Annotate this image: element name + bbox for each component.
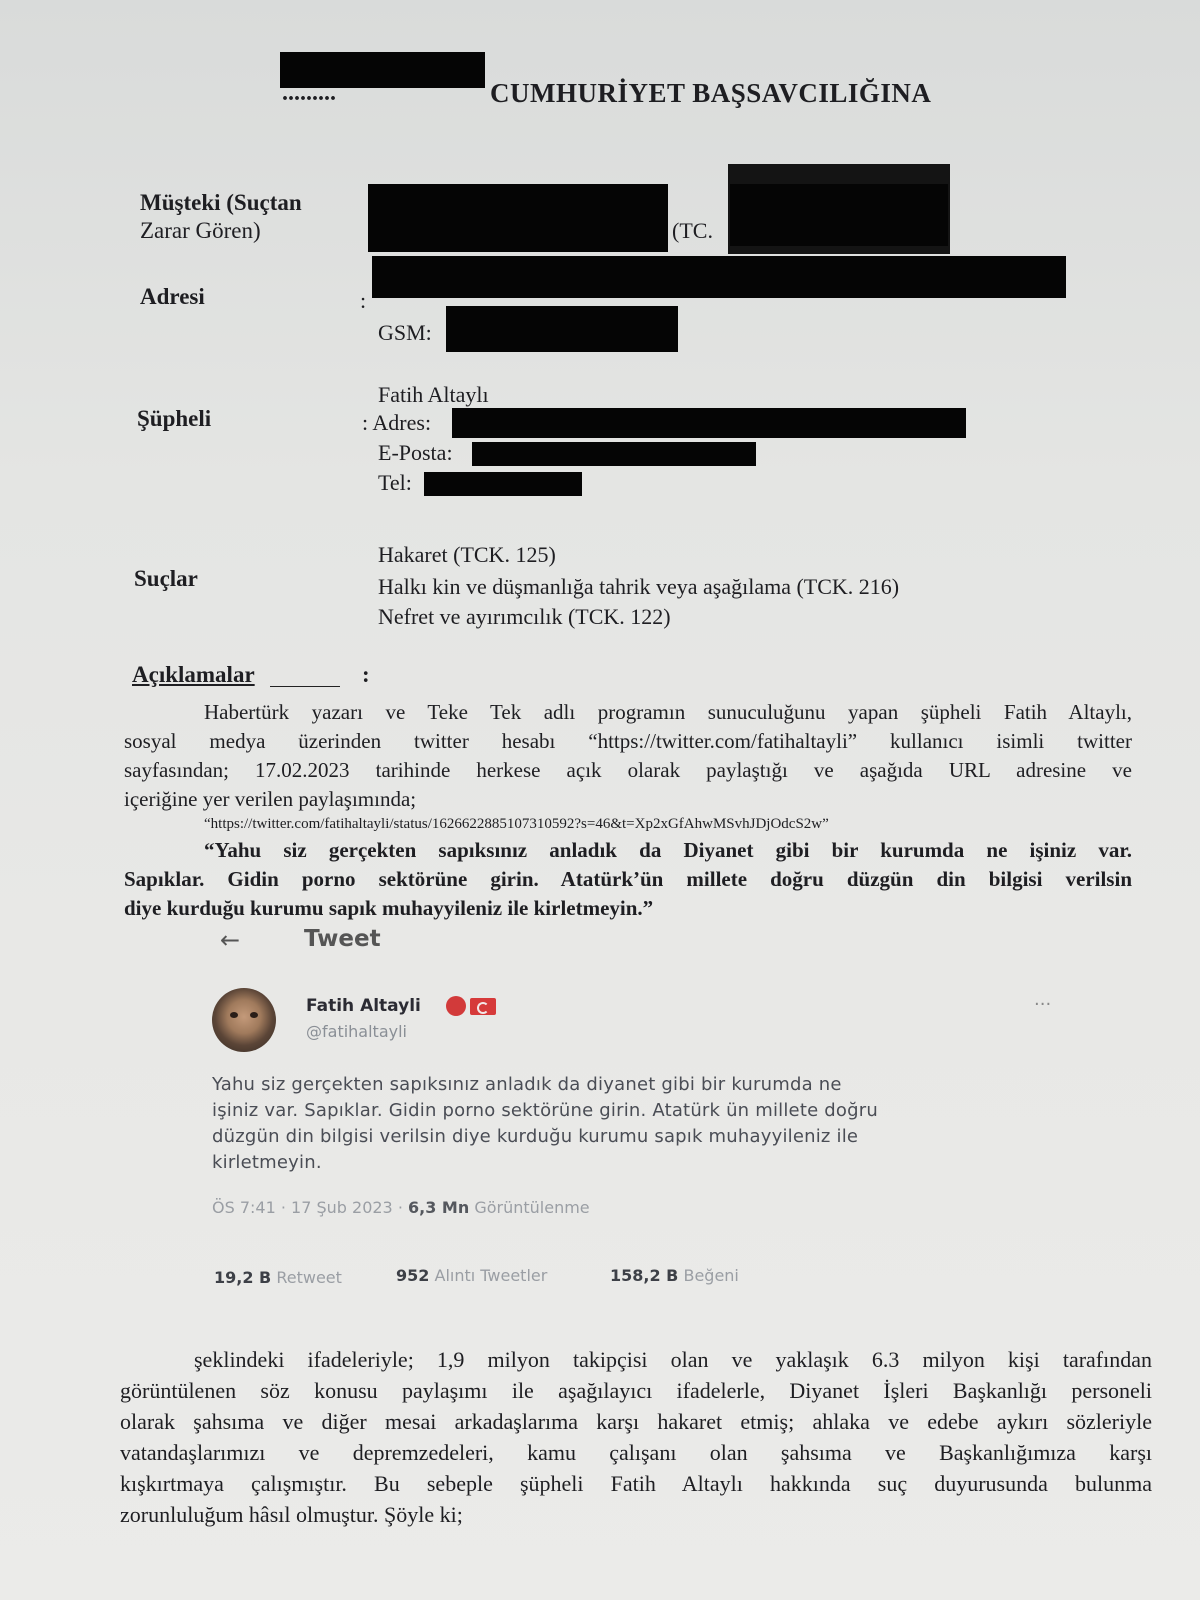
tweet-views-label: Görüntülenme <box>474 1198 590 1217</box>
suspect-label: Şüpheli <box>137 406 212 431</box>
redaction-block <box>446 306 678 352</box>
quote-line: “Yahu siz gerçekten sapıksınız anladık da Diyanet gibi bir kurumda ne işiniz var. <box>204 838 1132 862</box>
retweet-count: 19,2 B <box>214 1268 272 1287</box>
tweet-text-line: işiniz var. Sapıklar. Gidin porno sektörüne girin. Atatürk ün millete doğru <box>212 1100 878 1121</box>
redaction-block <box>372 256 1066 298</box>
address-label: Adresi <box>140 284 205 309</box>
intro-line: sosyal medya üzerinden twitter hesabı “https://twitter.com/fatihaltayli” kullanıcı isimli twitter <box>124 729 1132 753</box>
intro-paragraph <box>124 698 1132 814</box>
retweet-label: Retweet <box>276 1268 342 1287</box>
tweet-header: Tweet <box>304 926 381 952</box>
redaction-block <box>730 184 948 246</box>
quote-tweet-stat <box>396 1266 547 1285</box>
document-title: CUMHURİYET BAŞSAVCILIĞINA <box>490 78 932 108</box>
closing-line: kışkırtmaya çalışmıştır. Bu sebeple şüpheli Fatih Altaylı hakkında suç duyurusunda bulunma <box>120 1471 1152 1496</box>
redaction-block <box>368 184 668 252</box>
closing-line: vatandaşlarımızı ve depremzedeleri, kamu çalışanı olan şahsıma ve Başkanlığımıza karşı <box>120 1440 1152 1465</box>
gsm-label: GSM: <box>378 320 432 345</box>
tweet-time: ÖS 7:41 · 17 Şub 2023 · <box>212 1198 408 1217</box>
closing-line: olarak şahsıma ve diğer mesai arkadaşlarıma karşı hakaret etmiş; ahlaka ve edebe aykırı sözleriyle <box>120 1409 1152 1434</box>
tweet-author-name: Fatih Altayli <box>306 996 421 1016</box>
crime-item: Halkı kin ve düşmanlığa tahrik veya aşağılama (TCK. 216) <box>378 574 900 599</box>
quote-tweet-label: Alıntı Tweetler <box>434 1266 548 1285</box>
tweet-views-count: 6,3 Mn <box>407 1198 470 1217</box>
explanations-label: Açıklamalar <box>132 662 255 687</box>
tweet-text-line: Yahu siz gerçekten sapıksınız anladık da diyanet gibi bir kurumda ne <box>212 1074 842 1095</box>
tc-label: (TC. <box>672 218 713 243</box>
explanations-underline <box>270 686 340 687</box>
suspect-email-label: E-Posta: <box>378 440 453 465</box>
redaction-block <box>424 472 582 496</box>
tweet-text-line: düzgün din bilgisi verilsin diye kurduğu kurumu sapık muhayyileniz ile <box>212 1126 859 1147</box>
crimes-label: Suçlar <box>134 566 198 591</box>
crime-item: Nefret ve ayırımcılık (TCK. 122) <box>378 604 671 629</box>
tweet-meta <box>212 1198 590 1217</box>
back-arrow-icon: ← <box>220 926 241 954</box>
quote-line: diye kurduğu kurumu sapık muhayyileniz ile kirletmeyin.” <box>124 896 654 920</box>
redaction-block <box>472 442 756 466</box>
address-colon: : <box>360 288 367 313</box>
closing-line: görüntülenen söz konusu paylaşımı ile aşağılayıcı ifadelerle, Diyanet İşleri Başkanlığı personeli <box>120 1378 1152 1403</box>
explanations-colon: : <box>362 662 370 687</box>
tweet-author-handle: @fatihaltayli <box>306 1022 407 1041</box>
intro-line: sayfasından; 17.02.2023 tarihinde herkese açık olarak paylaştığı ve aşağıda URL adresine ve <box>124 758 1132 782</box>
closing-paragraph <box>120 1344 1152 1530</box>
complainant-label-line1: Müşteki (Suçtan <box>140 190 302 215</box>
suspect-name: Fatih Altaylı <box>378 382 489 407</box>
quote-line: Sapıklar. Gidin porno sektörüne girin. Atatürk’ün millete doğru düzgün din bilgisi verilsin <box>124 867 1132 891</box>
header-dots: ......... <box>282 80 336 106</box>
intro-line: Habertürk yazarı ve Teke Tek adlı programın sunuculuğunu yapan şüpheli Fatih Altaylı, <box>204 700 1132 724</box>
suspect-phone-label: Tel: <box>378 470 412 495</box>
quote-tweet-count: 952 <box>396 1266 430 1285</box>
suspect-address-label: : Adres: <box>362 410 432 435</box>
complainant-label-line2: Zarar Gören) <box>140 218 261 243</box>
more-options-icon: ··· <box>1034 994 1052 1015</box>
like-label: Beğeni <box>683 1266 739 1285</box>
avatar <box>212 988 276 1052</box>
closing-line: zorunluluğum hâsıl olmuştur. Şöyle ki; <box>120 1502 463 1527</box>
turkish-flag-icon <box>470 998 496 1015</box>
like-stat <box>610 1266 739 1285</box>
verified-badge-icon <box>446 996 466 1016</box>
crime-item: Hakaret (TCK. 125) <box>378 542 556 567</box>
tweet-text-line: kirletmeyin. <box>212 1152 322 1173</box>
intro-line: içeriğine yer verilen paylaşımında; <box>124 787 417 811</box>
like-count: 158,2 B <box>610 1266 679 1285</box>
retweet-stat <box>214 1268 342 1287</box>
redaction-block <box>452 408 966 438</box>
closing-line: şeklindeki ifadeleriyle; 1,9 milyon takipçisi olan ve yaklaşık 6.3 milyon kişi tarafından <box>194 1347 1152 1372</box>
tweet-url: “https://twitter.com/fatihaltayli/status/1626622885107310592?s=46&t=Xp2xGfAhwMSvhJDjOdcS2w” <box>204 816 829 832</box>
quoted-statement <box>124 836 1132 923</box>
